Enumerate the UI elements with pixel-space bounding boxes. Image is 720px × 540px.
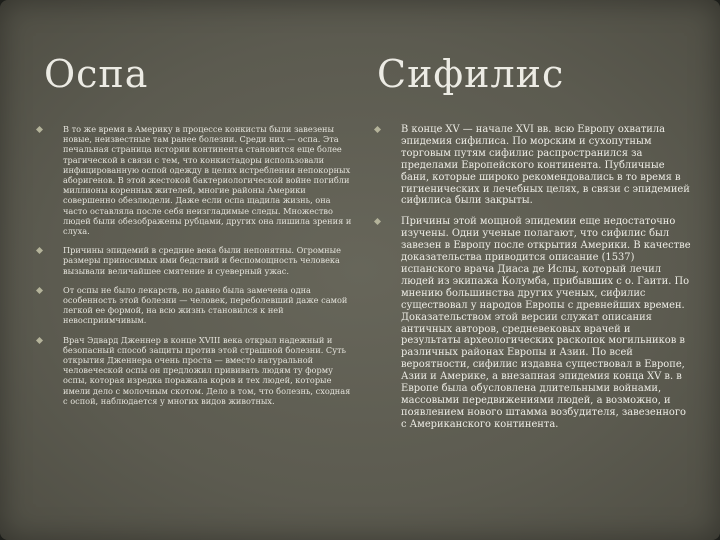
diamond-bullet-icon <box>374 126 381 133</box>
bullet-text: Причины этой мощной эпидемии еще недостаточно изучены. Одни ученые полагают, что сифилис был завезен в Европу после открытия Америки. В качестве доказательства приводится описание (1537) испанского врача Диаса де Ислы, который лечил людей из экипажа Колумба, прибывших с о. Гаити. По мнению большинства других ученых, сифилис существовал у народов Европы с древнейших времен. Доказательством этой версии служат описания античных авторов, средневековых врачей и результаты археологических раскопок могильников в различных районах Европы и Азии. По всей вероятности, сифилис издавна существовал в Европе, Азии и Америке, а внезапная эпидемия конца XV в. в Европе была обусловлена длительными войнами, массовыми передвижениями людей, а возможно, и появлением нового штамма возбудителя, завезенного с Американского континента. <box>401 216 691 430</box>
syphilis-bullet-list <box>374 124 692 440</box>
bullet-item <box>36 335 354 406</box>
bullet-text: Врач Эдвард Дженнер в конце XVIII века открыл надежный и безопасный способ защиты против этой страшной болезни. Суть открытия Дженнера очень проста — вместо натуральной человеческой оспы он предложил прививать людям ту форму оспы, которая изредка поражала коров и тех людей, которые имели дело с молочным скотом. Дело в том, что болезнь, сходная с оспой, наблюдается у многих видов животных. <box>63 334 351 406</box>
title-smallpox: Оспа <box>44 52 149 96</box>
diamond-bullet-icon <box>374 218 381 225</box>
smallpox-bullet-list <box>36 124 354 415</box>
bullet-item <box>36 245 354 276</box>
diamond-bullet-icon <box>36 287 43 294</box>
bullet-item <box>374 216 692 430</box>
title-syphilis: Сифилис <box>377 52 565 96</box>
diamond-bullet-icon <box>36 126 43 133</box>
bullet-item <box>36 285 354 326</box>
bullet-item <box>374 124 692 207</box>
diamond-bullet-icon <box>36 337 43 344</box>
bullet-text: В то же время в Америку в процессе конкисты были завезены новые, неизвестные там ранее болезни. Среди них — оспа. Эта печальная страница истории континента становится еще более трагической в связи с тем, что конкистадоры использовали инфицированную оспой одежду в целях истребления непокорных аборигенов. В этой жестокой бактериологической войне погибли миллионы коренных жителей, многие районы Америки совершенно обезлюдели. Даже если оспа щадила жизнь, она часто оставляла после себя неизгладимые следы. Множество людей были обезображены рубцами, других она лишила зрения и слуха. <box>63 124 352 237</box>
bullet-item <box>36 124 354 236</box>
bullet-text: От оспы не было лекарств, но давно была замечена одна особенность этой болезни — человек, переболевший даже самой легкой ее формой, на всю жизнь становился к ней невосприимчивым. <box>63 284 348 326</box>
bullet-text: Причины эпидемий в средние века были непонятны. Огромные размеры приносимых ими бедствий и беспомощность человека вызывали величайшее смятение и суеверный ужас. <box>63 245 341 276</box>
bullet-text: В конце XV — начале XVI вв. всю Европу охватила эпидемия сифилиса. По морским и сухопутным торговым путям сифилис распространился за пределами Европейского континента. Публичные бани, которые широко рекомендовались в то время в гигиенических и лечебных целях, в связи с эпидемией сифилиса были закрыты. <box>401 124 690 207</box>
diamond-bullet-icon <box>36 247 43 254</box>
